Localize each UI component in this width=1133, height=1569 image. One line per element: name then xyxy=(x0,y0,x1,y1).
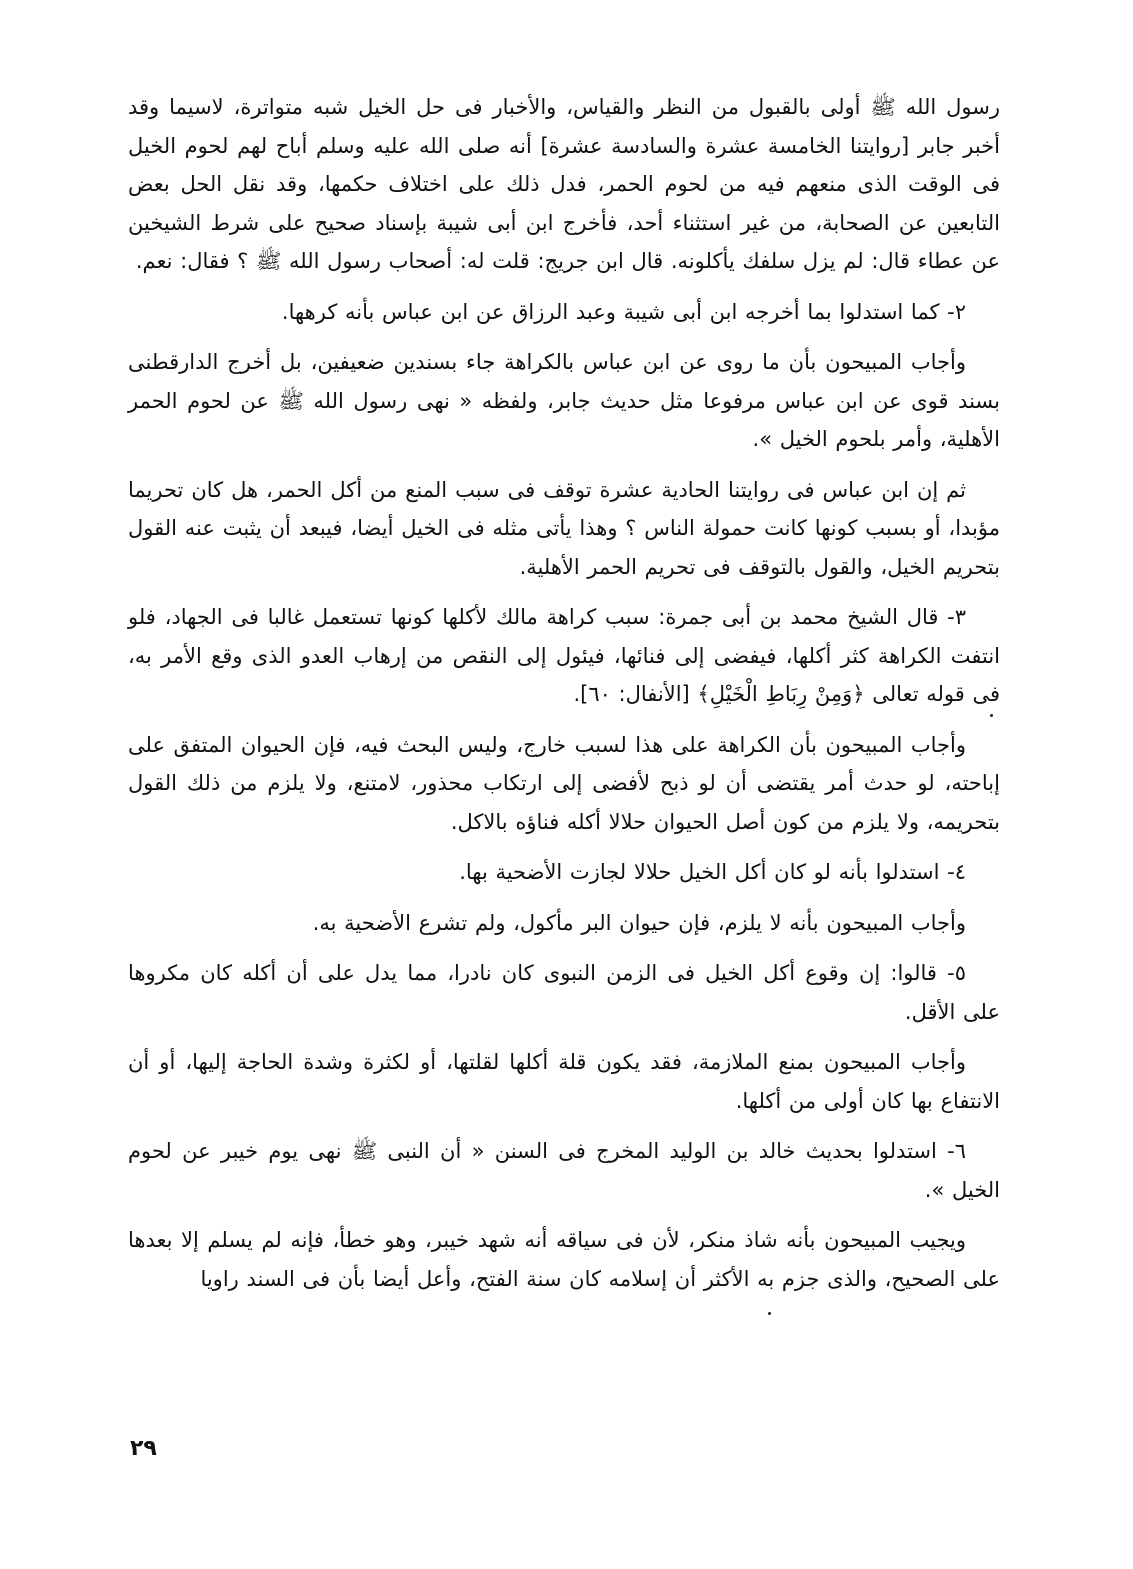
paragraph-point-6: ٦- استدلوا بحديث خالد بن الوليد المخرج فى السنن « أن النبى ﷺ نهى يوم خيبر عن لحوم الخيل ». xyxy=(128,1139,1000,1202)
paragraph-reply-2: وأجاب المبيحون بأن ما روى عن ابن عباس بالكراهة جاء بسندين ضعيفين، بل أخرج الدارقطنى بسند قوى عن ابن عباس مرفوعا مثل حديث جابر، ولفظه « نهى رسول الله ﷺ عن لحوم الحمر الأهلية، وأمر بلحوم الخيل ». xyxy=(128,350,1000,451)
paragraph-point-2: ٢- كما استدلوا بما أخرجه ابن أبى شيبة وعبد الرزاق عن ابن عباس بأنه كرهها. xyxy=(281,299,966,324)
paragraph-reply-3: وأجاب المبيحون بأن الكراهة على هذا لسبب خارج، وليس البحث فيه، فإن الحيوان المتفق على إباحته، لو حدث أمر يقتضى أن لو ذبح لأفضى إلى ارتكاب محذور، لامتنع، ولا يلزم من ذلك القول بتحريمه، ولا يلزم من كون أصل الحيوان حلالا أكله فناؤه بالاكل. xyxy=(128,732,1000,834)
scan-speck xyxy=(768,1312,771,1315)
page-number: ٢٩ xyxy=(130,1436,157,1461)
paragraph-point-4: ٤- استدلوا بأنه لو كان أكل الخيل حلالا لجازت الأضحية بها. xyxy=(459,860,966,884)
paragraph-reply-4: وأجاب المبيحون بأنه لا يلزم، فإن حيوان البر مأكول، ولم تشرع الأضحية به. xyxy=(312,910,966,935)
page-content xyxy=(128,88,1000,1310)
paragraph-point-3: ٣- قال الشيخ محمد بن أبى جمرة: سبب كراهة مالك لأكلها كونها تستعمل غالبا فى الجهاد، فلو انتفت الكراهة كثر أكلها، فيفضى إلى فنائها، فيئول إلى النقص من إرهاب العدو الذى وقع الأمر به، فى قوله تعالى ﴿وَمِنْ رِبَاطِ الْخَيْلِ﴾ [الأنفال: ٦٠]. xyxy=(128,605,1000,706)
paragraph-reply-6: ويجيب المبيحون بأنه شاذ منكر، لأن فى سياقه أنه شهد خيبر، وهو خطأ، فإنه لم يسلم إلا بعدها على الصحيح، والذى جزم به الأكثر أن إسلامه كان سنة الفتح، وأعل أيضا بأن فى السند راويا xyxy=(128,1228,1000,1291)
paragraph-ibn-abbas-note: ثم إن ابن عباس فى روايتنا الحادية عشرة توقف فى سبب المنع من أكل الحمر، هل كان تحريما مؤبدا، أو بسبب كونها كانت حمولة الناس ؟ وهذا يأتى مثله فى الخيل أيضا، فيبعد أن يثبت عنه القول بتحريم الخيل، والقول بالتوقف فى تحريم الحمر الأهلية. xyxy=(128,477,1000,579)
paragraph-continuation: رسول الله ﷺ أولى بالقبول من النظر والقياس، والأخبار فى حل الخيل شبه متواترة، لاسيما وقد أخبر جابر [روايتنا الخامسة عشرة والسادسة عشرة] أنه صلى الله عليه وسلم أباح لهم لحوم الخيل فى الوقت الذى منعهم فيه من لحوم الحمر، فدل ذلك على اختلاف حكمها، وقد نقل الحل بعض التابعين عن الصحابة، من غير استثناء أحد، فأخرج ابن أبى شيبة بإسناد صحيح على شرط الشيخين عن عطاء قال: لم يزل سلفك يأكلونه. قال ابن جريج: قلت له: أصحاب رسول الله ﷺ ؟ فقال: نعم. xyxy=(128,95,1000,273)
paragraph-reply-5: وأجاب المبيحون بمنع الملازمة، فقد يكون قلة أكلها لقلتها، أو لكثرة وشدة الحاجة إليها، أو أن الانتفاع بها كان أولى من أكلها. xyxy=(128,1050,1000,1113)
paragraph-point-5: ٥- قالوا: إن وقوع أكل الخيل فى الزمن النبوى كان نادرا، مما يدل على أن أكله كان مكروها على الأقل. xyxy=(128,961,1000,1024)
scan-speck xyxy=(990,714,993,717)
